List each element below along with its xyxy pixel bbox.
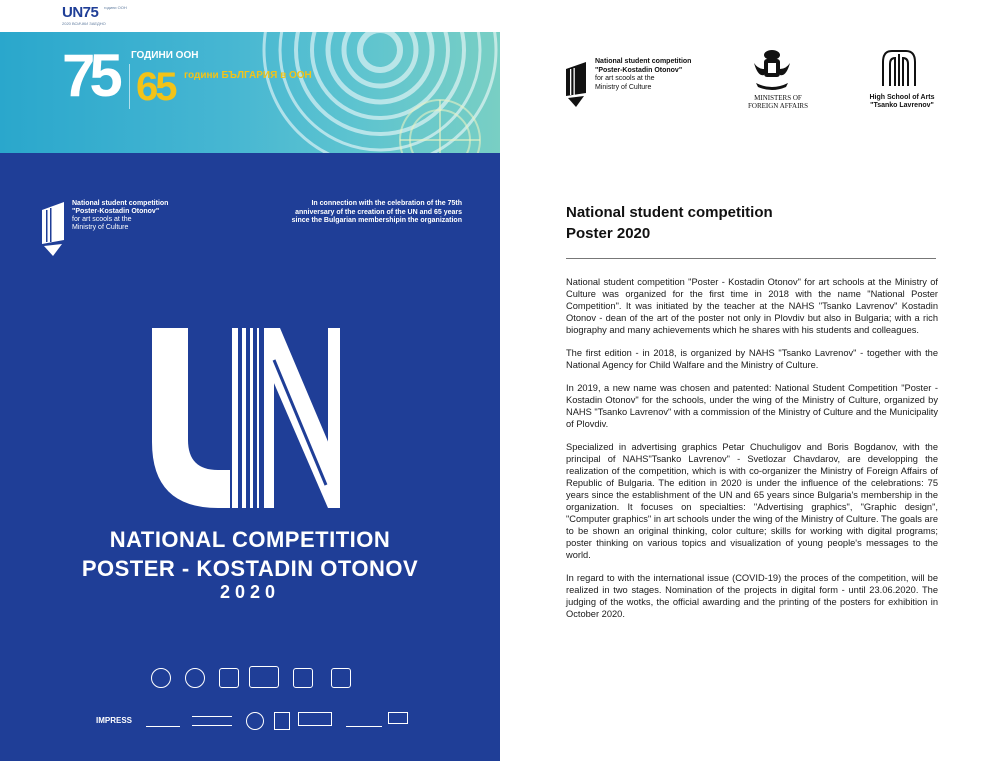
- competition-line-2: "Poster-Kostadin Otonov": [595, 66, 683, 74]
- poster-competition-label: [72, 200, 192, 232]
- school-line-1: High School of Arts: [869, 94, 935, 101]
- pencil-logo-icon: [565, 61, 587, 107]
- page-title: [566, 202, 946, 244]
- sponsor-plovdiv-logo: [216, 668, 242, 690]
- competition-line-1: National student competition: [72, 200, 169, 207]
- un75-tagline: 2020 ВСИЧКИ ЗАЕДНО: [62, 21, 106, 26]
- competition-line-4: Ministry of Culture: [72, 224, 129, 231]
- sponsor-ministry-culture-logo: [148, 668, 174, 690]
- sponsor-municipality-logo: [290, 668, 316, 690]
- sponsor-logo-6: [298, 712, 332, 726]
- ministry-line-2: FOREIGN AFFAIRS: [748, 101, 808, 110]
- competition-line-2: "Poster-Kostadin Otonov": [72, 208, 160, 215]
- un75-logo: UN75: [62, 4, 99, 21]
- ministry-foreign-affairs-label: [742, 95, 814, 110]
- description-body: [566, 276, 938, 631]
- paragraph: In regard to with the international issue (COVID-19) the proces of the competition, will be realized in two stages. Nomination of the projects in digital form - until 23.06.2020. The judging of the wotks, the official awarding and the printing of the posters for exhibition in October 2020.: [566, 573, 938, 619]
- sponsor-logo-8: [388, 712, 408, 724]
- big-65-mark: 65: [136, 65, 175, 109]
- crest-icon: [293, 668, 313, 688]
- big-75-mark: 75: [62, 42, 117, 109]
- title-divider: [566, 258, 936, 259]
- sponsor-school-logo: [324, 668, 358, 690]
- school-label: [862, 94, 942, 110]
- bulgarian-coat-of-arms-icon: [750, 47, 794, 93]
- building-icon: [249, 666, 279, 688]
- school-line-2: "Tsanko Lavrenov": [870, 102, 934, 109]
- years-bulgaria-text: години БЪЛГАРИЯ в ООН: [184, 70, 312, 81]
- paragraph: The first edition - in 2018, is organized by NAHS "Tsanko Lavrenov" - together with the National Agency for Child Walfare and the Ministry of Culture.: [566, 348, 938, 370]
- sponsor-foreign-affairs-logo: [182, 668, 208, 690]
- crest-icon: [185, 668, 205, 688]
- un75-years-caption: години ООН: [104, 5, 127, 10]
- sponsor-logo-4: [246, 712, 264, 730]
- anniversary-banner: [0, 0, 500, 153]
- years-un-text: ГОДИНИ ООН: [131, 50, 199, 61]
- header-competition-label: [595, 58, 725, 92]
- page-title-line-1: National student competition: [566, 204, 773, 221]
- competition-line-4: Ministry of Culture: [595, 83, 652, 91]
- poster-title-year: 2020: [219, 582, 281, 602]
- sponsor-institution-logo: [246, 666, 282, 690]
- paragraph: Specialized in advertising graphics Petar Chuchuligov and Boris Bogdanov, with the principal of NAHS"Tsanko Lavrenov" - Svetlozar Chavdarov, are developping the realization of the competition, which is with co-organizer the Ministry of Foreign Affairs of Republic of Bulgaria. The edition in 2020 is under the influence of the celebrations: 75 years since the establishment of the UN and 65 years since Bulgaria's membership in the organization. It focuses on specialties: "Advertising graphics", "Graphic design", "Computer graphics" in art schools under the wing of the Ministry of Culture. The goals are to be shown an original thinking, color culture; skills for working with digital programs; poster thinking on various topics and visualization of young people's messages to the world.: [566, 442, 938, 560]
- sponsor-logo-2: [146, 714, 180, 727]
- pencil-logo-icon: [40, 200, 66, 256]
- crest-icon: [219, 668, 239, 688]
- ministry-line-1: MINISTERS OF: [754, 94, 802, 102]
- crest-icon: [151, 668, 171, 688]
- competition-line-3: for art scools at the: [595, 75, 655, 82]
- sponsor-logo-5: [274, 712, 290, 730]
- poster-title-line-2: POSTER - KOSTADIN OTONOV: [81, 556, 419, 581]
- competition-line-1: National student competition: [595, 58, 692, 65]
- poster-title-line-1: NATIONAL COMPETITION: [109, 527, 391, 552]
- anniversary-divider: [129, 64, 130, 109]
- school-logo-icon: [880, 48, 918, 88]
- school-building-icon: [331, 668, 351, 688]
- sponsor-logo-7: [346, 712, 382, 727]
- page-title-line-2: Poster 2020: [566, 225, 651, 242]
- competition-line-3: for art scools at the: [72, 216, 132, 223]
- un-letters-graphic: [140, 320, 360, 520]
- anniversary-text: In connection with the celebration of the 75th anniversary of the creation of the UN and 65 years since the Bulgarian membershipin the organization: [291, 200, 462, 224]
- paragraph: In 2019, a new name was chosen and patented: National Student Competition "Poster - Kostadin Otonov" for the schools, under the wing of the Ministry of Culture, organized by NAHS "Tsanko Lavrenov" with a commission of the Ministry of Culture and the Municipality of Plovdiv.: [566, 383, 938, 429]
- sponsor-logo-3: [192, 716, 232, 726]
- sponsor-impress: IMPRESS: [96, 716, 133, 725]
- paragraph: National student competition "Poster - Kostadin Otonov" for art schools at the Ministry of Culture was organized for the first time in 2018 with the name "National Poster Competition". It was initiated by the teacher at the NAHS "Tsanko Lavrenov" Kostadin Otonov - dean of the art of the poster not only in Plovdiv but also in Bulgaria; with a rich biography and many achievements which he shares with his students and colleagues.: [566, 277, 938, 335]
